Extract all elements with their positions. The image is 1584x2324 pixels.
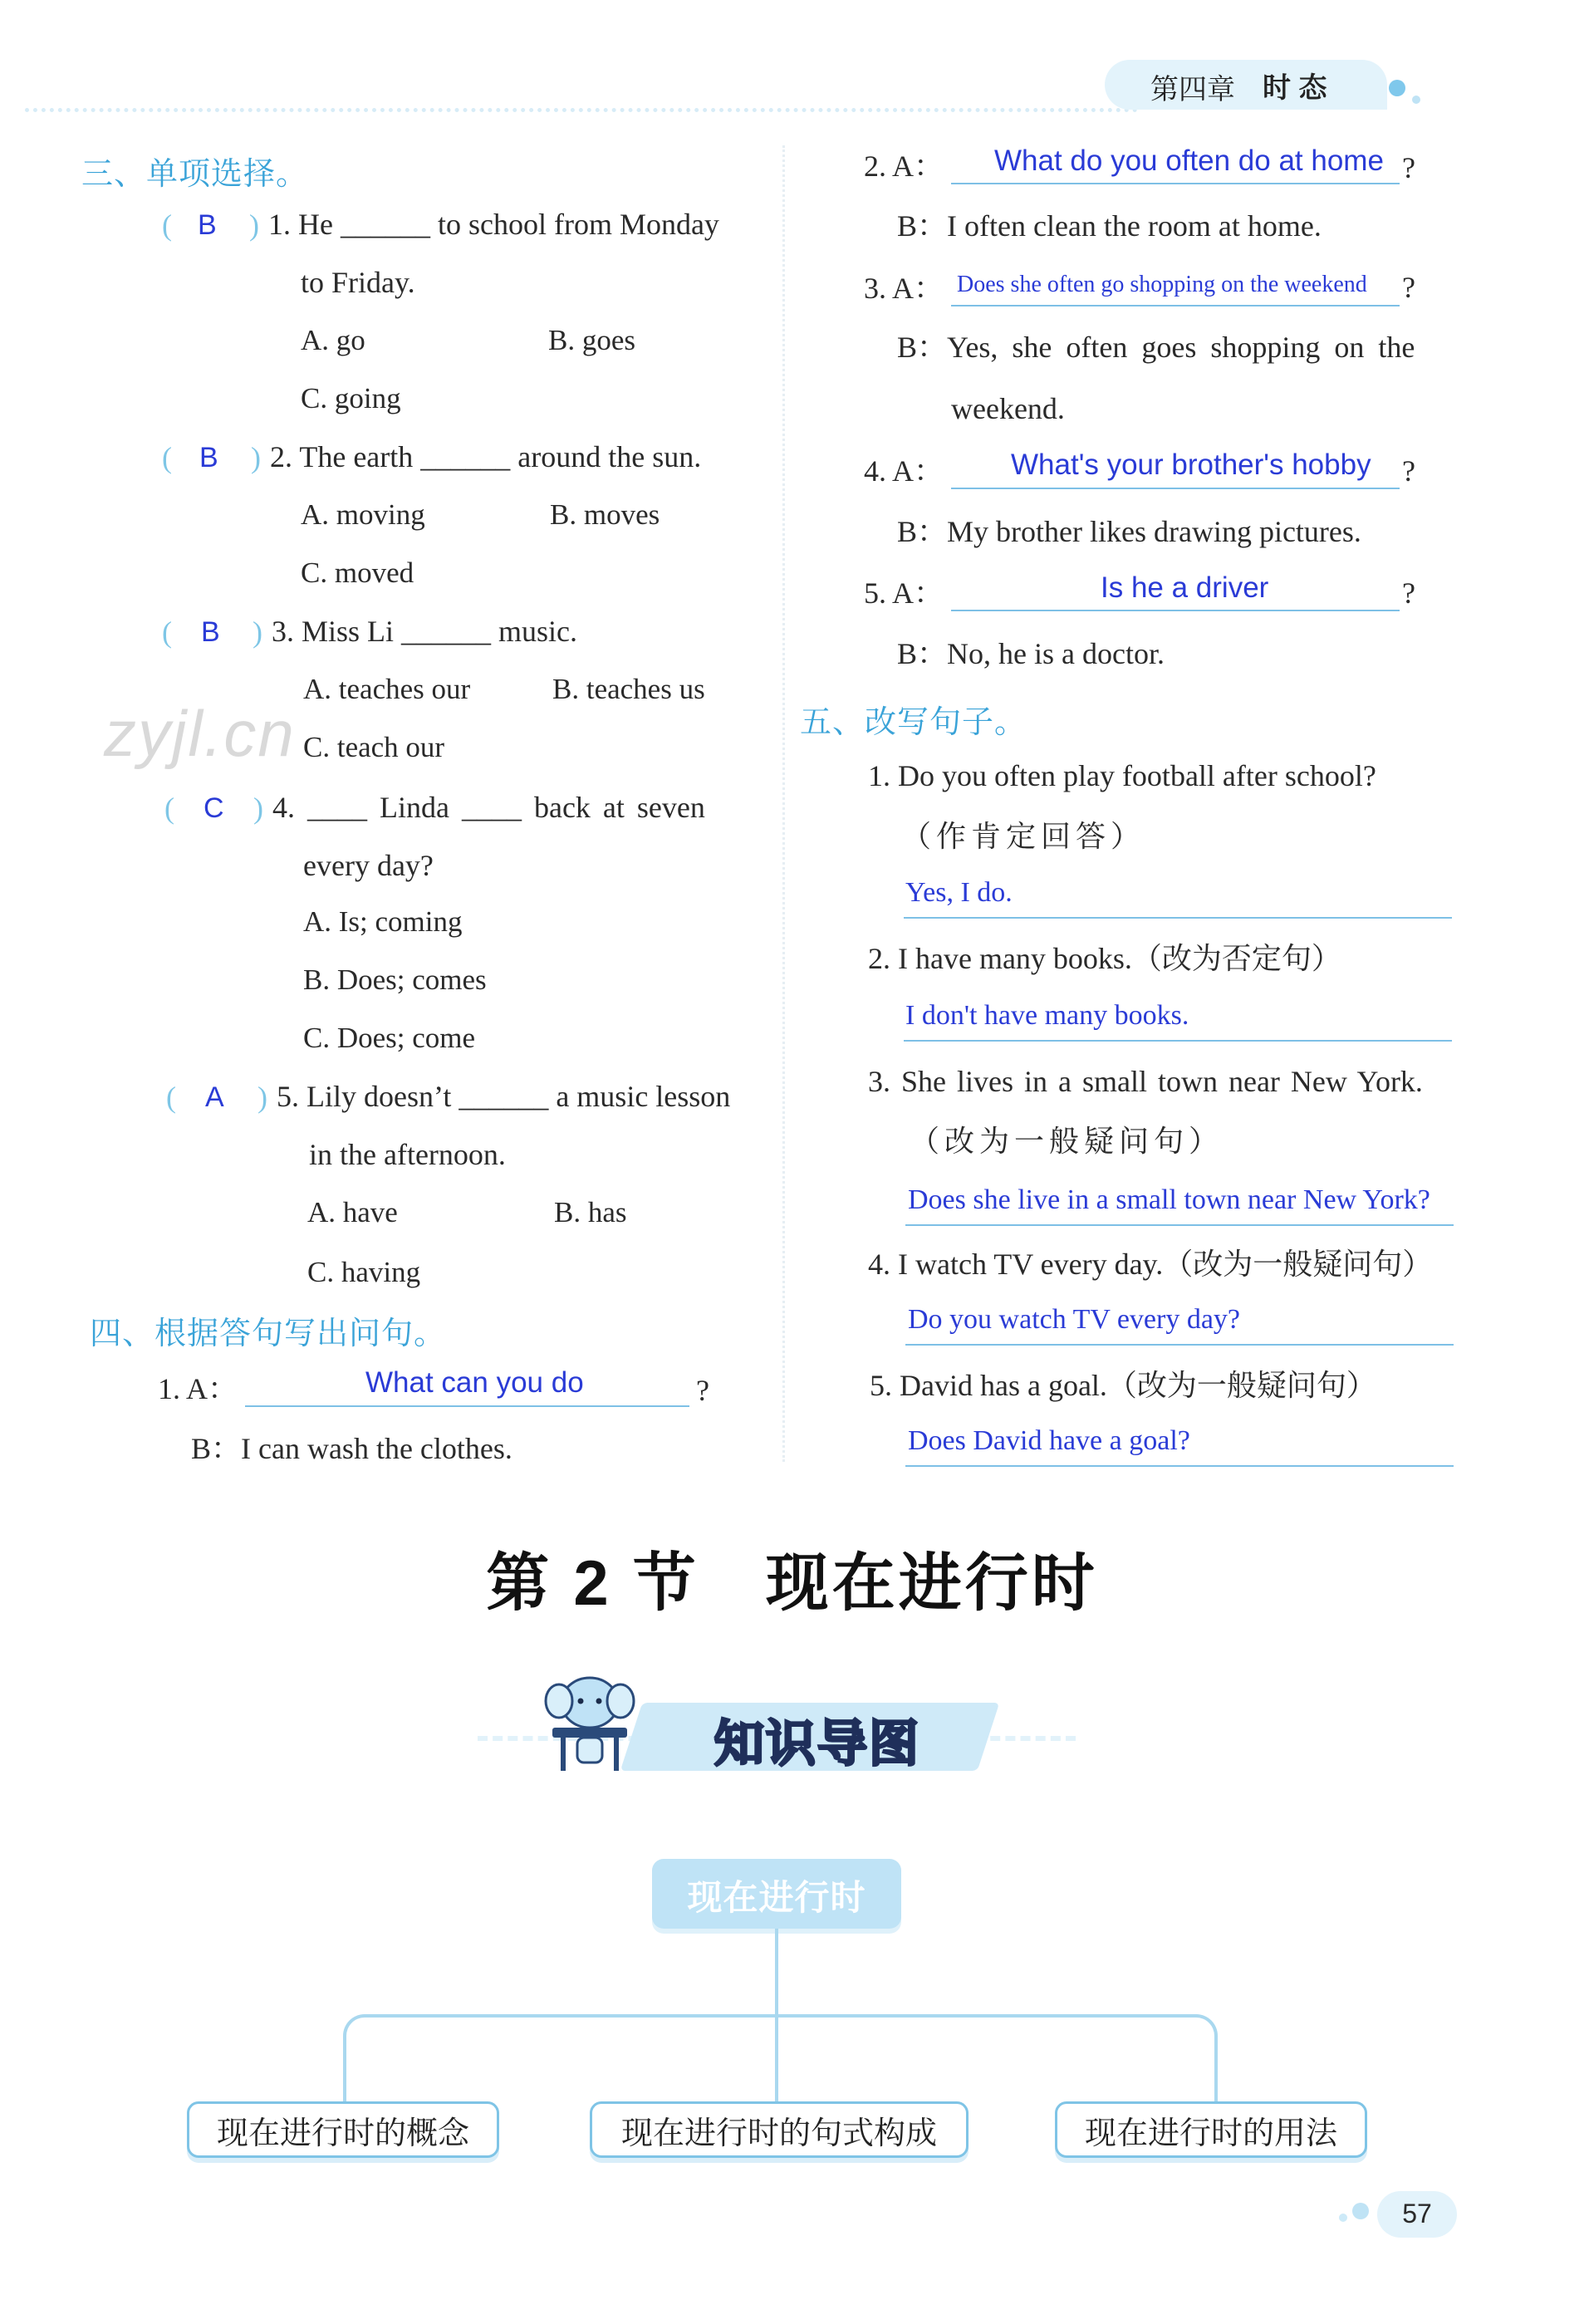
mindmap-child-concept: 现在进行时的概念 xyxy=(187,2101,499,2158)
s4-item1-num: 1. A： xyxy=(158,1372,238,1405)
header-tab xyxy=(1105,60,1387,110)
s4-item5-qmark: ? xyxy=(1402,576,1415,610)
s4-item4-answer: What's your brother's hobby xyxy=(1011,449,1371,481)
banner-title: 知识导图 xyxy=(714,1716,920,1772)
s4-item1-reply: B：I can wash the clothes. xyxy=(191,1432,512,1465)
s5-item2-answer: I don't have many books. xyxy=(905,1000,1189,1031)
q2-option-b: B. moves xyxy=(550,498,660,531)
q3-option-c: C. teach our xyxy=(303,731,445,763)
answer-paren: ) xyxy=(257,1081,267,1114)
q2-option-c: C. moved xyxy=(301,556,414,589)
q1-stem: 1. He ______ to school from Monday xyxy=(268,208,719,241)
s5-item5-line1: 5. David has a goal.（改为一般疑问句） xyxy=(870,1369,1376,1402)
watermark: zyjl.cn xyxy=(104,697,296,770)
s5-item2-line1: 2. I have many books.（改为否定句） xyxy=(868,942,1341,975)
s4-item5-num: 5. A： xyxy=(864,576,944,610)
answer-paren: ) xyxy=(253,615,262,649)
s4-item1-qmark: ? xyxy=(696,1374,709,1407)
s5-item1-line1: 1. Do you often play football after school? xyxy=(868,759,1376,792)
elephant-mascot-icon xyxy=(544,1669,635,1773)
header-dot-small-icon xyxy=(1412,96,1420,104)
mindmap-root: 现在进行时 xyxy=(687,1878,866,1917)
answer-paren: ) xyxy=(249,208,259,242)
s5-item5-answer: Does David have a goal? xyxy=(908,1425,1190,1456)
q4-option-c: C. Does; come xyxy=(303,1022,476,1054)
s4-item2-qmark: ? xyxy=(1402,151,1415,184)
q3-option-b: B. teaches us xyxy=(552,673,705,705)
s5-item3-line1: 3. She lives in a small town near New York. xyxy=(868,1065,1423,1098)
q2-stem: 2. The earth ______ around the sun. xyxy=(270,440,702,473)
section5-title: 五、改写句子。 xyxy=(800,704,1027,740)
s4-item3-answer: Does she often go shopping on the weekend xyxy=(957,272,1367,297)
s5-item1-answer: Yes, I do. xyxy=(905,877,1013,908)
q5-stem-cont: in the afternoon. xyxy=(309,1138,506,1171)
answer-paren: ) xyxy=(253,792,263,825)
page-number: 57 xyxy=(1402,2199,1432,2228)
q1-option-c: C. going xyxy=(301,382,401,414)
header-dot-icon xyxy=(1389,80,1405,96)
answer-paren: ( xyxy=(162,441,172,474)
section3-title: 三、单项选择。 xyxy=(81,155,309,192)
s4-item5-answer: Is he a driver xyxy=(1101,571,1269,604)
header-chapter: 第四章 xyxy=(1150,74,1235,105)
s5-item3-answer: Does she live in a small town near New York? xyxy=(908,1184,1430,1215)
q1-answer: B xyxy=(198,209,217,241)
q1-stem-cont: to Friday. xyxy=(301,266,415,299)
s4-item3-reply-cont: weekend. xyxy=(951,392,1065,425)
q3-answer: B xyxy=(201,616,220,648)
answer-paren: ( xyxy=(164,792,174,825)
s4-item3-reply: B：Yes, she often goes shopping on the xyxy=(897,331,1415,364)
q2-answer: B xyxy=(199,442,218,473)
q5-stem: 5. Lily doesn’t ______ a music lesson xyxy=(277,1080,731,1113)
s4-item3-qmark: ? xyxy=(1402,271,1415,304)
answer-paren: ( xyxy=(166,1081,176,1114)
q4-answer: C xyxy=(204,792,224,824)
s4-item1-answer: What can you do xyxy=(365,1366,584,1399)
q3-stem: 3. Miss Li ______ music. xyxy=(272,615,578,648)
answer-paren: ) xyxy=(251,441,261,474)
page-dot-icon xyxy=(1352,2203,1369,2219)
s4-item2-answer: What do you often do at home xyxy=(994,145,1384,177)
answer-paren: ( xyxy=(162,208,172,242)
s5-item3-line2: （改为一般疑问句） xyxy=(910,1124,1224,1158)
q5-answer: A xyxy=(205,1081,224,1113)
q2-option-a: A. moving xyxy=(301,498,425,531)
answer-paren: ( xyxy=(162,615,172,649)
q4-option-b: B. Does; comes xyxy=(303,963,487,996)
s4-item2-num: 2. A： xyxy=(864,150,944,183)
s4-item2-reply: B：I often clean the room at home. xyxy=(897,209,1322,243)
q5-option-b: B. has xyxy=(554,1196,627,1228)
s5-item1-line2: （作肯定回答） xyxy=(901,819,1146,853)
mindmap-child-structure: 现在进行时的句式构成 xyxy=(590,2101,969,2158)
q1-option-b: B. goes xyxy=(548,324,635,356)
q1-option-a: A. go xyxy=(301,324,365,356)
q5-option-c: C. having xyxy=(307,1256,421,1288)
q3-option-a: A. teaches our xyxy=(303,673,471,705)
s4-item5-reply: B：No, he is a doctor. xyxy=(897,637,1165,670)
s5-item4-answer: Do you watch TV every day? xyxy=(908,1304,1241,1335)
connector-bracket xyxy=(343,2014,1218,2109)
q5-option-a: A. have xyxy=(307,1196,398,1228)
column-divider xyxy=(782,145,785,1462)
s5-item4-line1: 4. I watch TV every day.（改为一般疑问句） xyxy=(868,1248,1433,1281)
s4-item4-qmark: ? xyxy=(1402,454,1415,488)
q4-stem-cont: every day? xyxy=(303,849,434,882)
header-dotted-rule xyxy=(25,108,1138,112)
s4-item3-num: 3. A： xyxy=(864,272,944,305)
header-topic: 时 态 xyxy=(1263,72,1327,104)
q4-option-a: A. Is; coming xyxy=(303,905,463,938)
page-dot-small-icon xyxy=(1339,2214,1347,2222)
section4-title: 四、根据答句写出问句。 xyxy=(90,1315,447,1351)
s4-item4-num: 4. A： xyxy=(864,454,944,488)
q4-stem: 4. ____ Linda ____ back at seven xyxy=(272,791,705,824)
lesson-title: 第 2 节 现在进行时 xyxy=(486,1548,1098,1619)
mindmap-child-usage: 现在进行时的用法 xyxy=(1055,2101,1367,2158)
s4-item4-reply: B：My brother likes drawing pictures. xyxy=(897,515,1361,548)
